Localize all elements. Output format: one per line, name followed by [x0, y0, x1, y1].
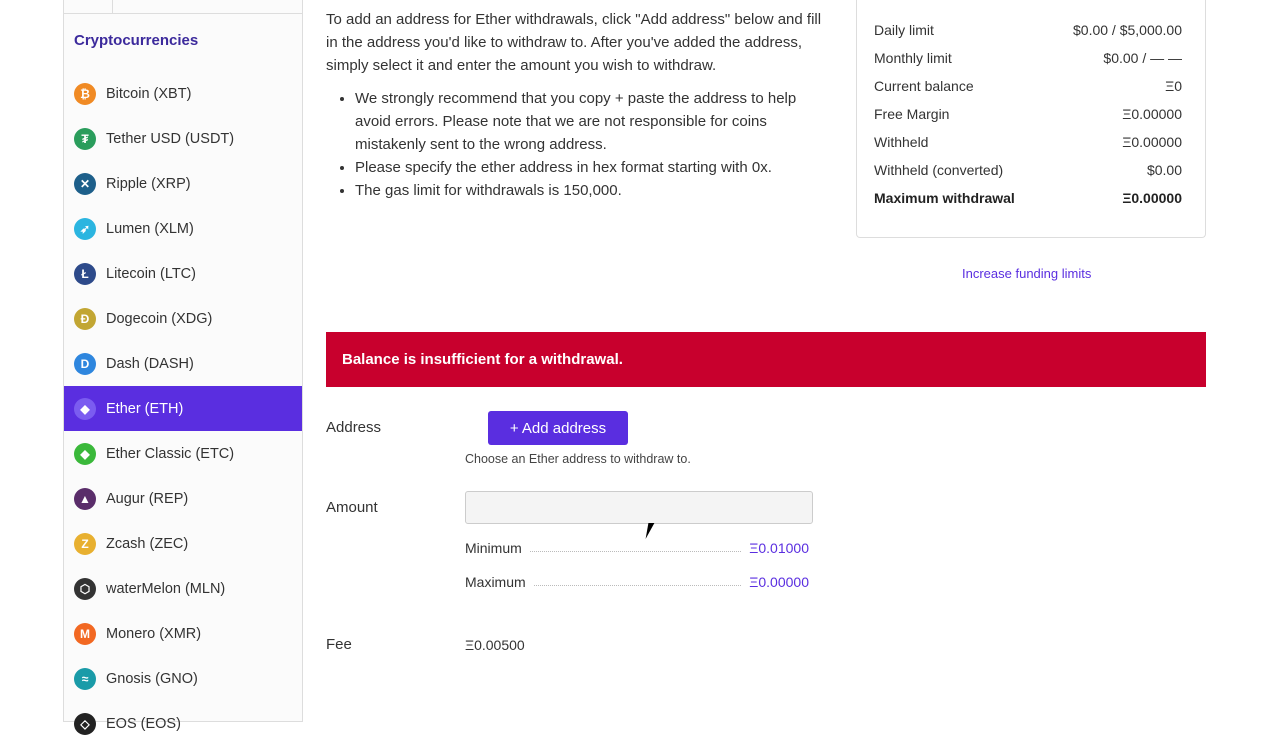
sidebar-item-label: Dash (DASH)	[106, 355, 194, 372]
sidebar-item-label: Ether (ETH)	[106, 400, 184, 417]
limit-value: Ξ0.00000	[1122, 190, 1182, 206]
maximum-row	[465, 574, 809, 590]
coin-icon: Z	[74, 533, 96, 555]
coin-icon: ✕	[74, 173, 96, 195]
sidebar-item-label: Monero (XMR)	[106, 625, 202, 642]
coin-icon: ≈	[74, 668, 96, 690]
limit-row	[874, 100, 1182, 128]
limit-row	[874, 156, 1182, 184]
minimum-row	[465, 540, 809, 556]
sidebar-item[interactable]	[64, 206, 302, 251]
minimum-label: Minimum	[465, 540, 522, 556]
error-alert: Balance is insufficient for a withdrawal.	[326, 332, 1206, 387]
limit-label: Withheld	[874, 134, 929, 150]
limit-row	[874, 184, 1182, 212]
sidebar-item-label: Litecoin (LTC)	[106, 265, 196, 282]
coin-icon: Ð	[74, 308, 96, 330]
limit-value: $0.00 / — —	[1103, 50, 1182, 66]
limit-value: Ξ0.00000	[1122, 106, 1182, 122]
limits-panel	[856, 0, 1206, 238]
sidebar-item[interactable]	[64, 341, 302, 386]
sidebar-item[interactable]	[64, 116, 302, 161]
sidebar-item[interactable]	[64, 431, 302, 476]
limit-row	[874, 16, 1182, 44]
sidebar-search[interactable]	[64, 0, 302, 14]
minimum-value[interactable]: Ξ0.01000	[749, 540, 809, 556]
limit-row	[874, 72, 1182, 100]
sidebar-item-label: Tether USD (USDT)	[106, 130, 235, 147]
section-title: Cryptocurrencies	[74, 32, 199, 49]
sidebar-item[interactable]	[64, 611, 302, 656]
coin-icon: ◆	[74, 443, 96, 465]
limit-label: Maximum withdrawal	[874, 190, 1015, 206]
coin-icon: ◇	[74, 713, 96, 735]
sidebar-item-label: Augur (REP)	[106, 490, 189, 507]
sidebar-item[interactable]	[64, 701, 302, 746]
sidebar-item[interactable]	[64, 656, 302, 701]
mouse-cursor-icon	[646, 523, 661, 539]
bullet: • The gas limit for withdrawals is 150,000.	[355, 179, 826, 202]
fee-value: Ξ0.00500	[465, 637, 525, 653]
coin-icon: ⬡	[74, 578, 96, 600]
sidebar-item[interactable]	[64, 251, 302, 296]
limit-value: $0.00	[1146, 162, 1182, 178]
limit-label: Free Margin	[874, 106, 950, 122]
address-label: Address	[326, 419, 382, 436]
fee-label: Fee	[326, 636, 352, 653]
limit-row	[874, 128, 1182, 156]
instructions	[326, 0, 826, 202]
sidebar-item-label: Dogecoin (XDG)	[106, 310, 213, 327]
sidebar-item[interactable]	[64, 386, 302, 431]
bullet: • We strongly recommend that you copy + paste the address to help avoid errors. Please note that we are not responsible for coins mistakenly sent to the wrong address.	[355, 87, 826, 156]
increase-funding-limits-link[interactable]: Increase funding limits	[962, 266, 1092, 281]
sidebar-item-label: Ether Classic (ETC)	[106, 445, 235, 462]
coin-icon: ➶	[74, 218, 96, 240]
coin-icon: ₿	[74, 83, 96, 105]
amount-input[interactable]	[465, 491, 813, 524]
limit-value: $0.00 / $5,000.00	[1073, 22, 1182, 38]
sidebar-item[interactable]	[64, 566, 302, 611]
coin-icon: M	[74, 623, 96, 645]
limit-label: Monthly limit	[874, 50, 952, 66]
sidebar-item-label: waterMelon (MLN)	[106, 580, 226, 597]
sidebar-item[interactable]	[64, 296, 302, 341]
limit-row	[874, 44, 1182, 72]
coin-icon: ◆	[74, 398, 96, 420]
sidebar-item[interactable]	[64, 161, 302, 206]
bullet: • Please specify the ether address in hex format starting with 0x.	[355, 156, 826, 179]
coin-icon: ▲	[74, 488, 96, 510]
sidebar-item[interactable]	[64, 476, 302, 521]
coin-icon: ₮	[74, 128, 96, 150]
coin-icon: Ł	[74, 263, 96, 285]
sidebar-item-label: EOS (EOS)	[106, 715, 181, 732]
maximum-label: Maximum	[465, 574, 526, 590]
intro-text: To add an address for Ether withdrawals, click "Add address" below and fill in the address you'd like to withdraw to. After you've added the address, simply select it and enter the amount you wish to withdraw.	[326, 11, 822, 74]
limit-label: Daily limit	[874, 22, 934, 38]
maximum-value[interactable]: Ξ0.00000	[749, 574, 809, 590]
sidebar-item[interactable]	[64, 71, 302, 116]
sidebar-item-label: Lumen (XLM)	[106, 220, 194, 237]
amount-label: Amount	[326, 499, 378, 516]
sidebar-item-label: Gnosis (GNO)	[106, 670, 198, 687]
limit-value: Ξ0	[1165, 78, 1182, 94]
add-address-button[interactable]: + Add address	[488, 411, 628, 445]
sidebar-item-label: Ripple (XRP)	[106, 175, 191, 192]
limit-value: Ξ0.00000	[1122, 134, 1182, 150]
sidebar	[63, 0, 303, 732]
address-hint: Choose an Ether address to withdraw to.	[465, 452, 691, 466]
coin-icon: D	[74, 353, 96, 375]
sidebar-item[interactable]	[64, 521, 302, 566]
sidebar-item-label: Zcash (ZEC)	[106, 535, 189, 552]
sidebar-item-label: Bitcoin (XBT)	[106, 85, 192, 102]
limit-label: Withheld (converted)	[874, 162, 1004, 178]
limit-label: Current balance	[874, 78, 974, 94]
